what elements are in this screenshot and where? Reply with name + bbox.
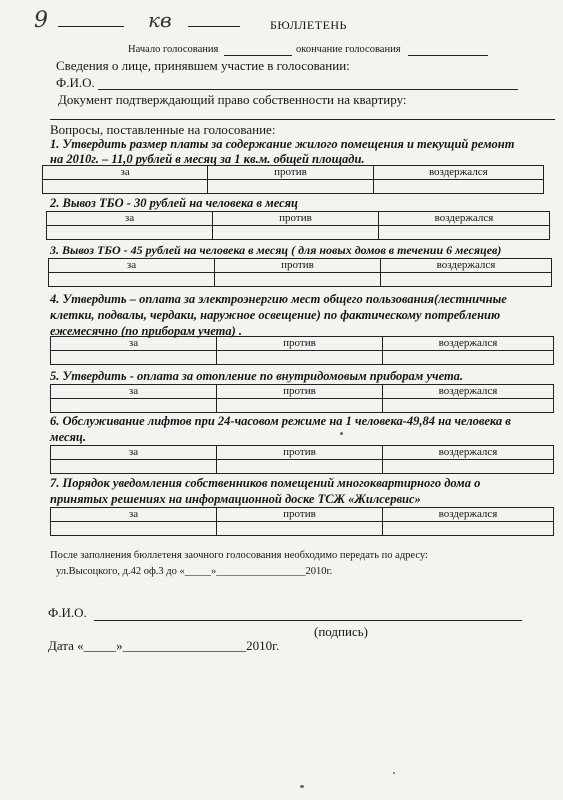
abstain-header: воздержался	[378, 212, 549, 226]
question-3-line-1: 3. Вывоз ТБО - 45 рублей на человека в месяц ( для новых домов в течении 6 месяцев)	[50, 243, 502, 257]
for-cell[interactable]	[49, 273, 215, 287]
document-field[interactable]	[50, 119, 555, 120]
for-cell[interactable]	[51, 351, 217, 365]
questions-header: Вопросы, поставленные на голосование:	[50, 122, 276, 137]
scan-speck	[300, 785, 304, 788]
for-cell[interactable]	[51, 399, 217, 413]
against-cell[interactable]	[216, 522, 382, 536]
vote-table-6	[50, 445, 554, 474]
end-field[interactable]	[408, 55, 488, 56]
signature-label: (подпись)	[314, 624, 368, 639]
person-section-title: Сведения о лице, принявшем участие в голосовании:	[56, 58, 350, 73]
against-header: против	[216, 446, 382, 460]
against-header: против	[216, 508, 382, 522]
for-header: за	[51, 508, 217, 522]
abstain-header: воздержался	[382, 446, 553, 460]
against-cell[interactable]	[208, 180, 373, 194]
against-header: против	[208, 166, 373, 180]
vote-table-7	[50, 507, 554, 536]
fio-field-bottom[interactable]	[94, 620, 522, 621]
abstain-cell[interactable]	[382, 522, 553, 536]
question-4-line-2: клетки, подвалы, чердаки, наружное освещение) по фактическому потреблению	[50, 308, 501, 322]
abstain-cell[interactable]	[382, 351, 553, 365]
against-header: против	[216, 337, 382, 351]
against-cell[interactable]	[216, 351, 382, 365]
for-cell[interactable]	[47, 226, 213, 240]
question-5-line-1: 5. Утвердить - оплата за отопление по внутридомовым приборам учета.	[50, 369, 464, 383]
against-header: против	[216, 385, 382, 399]
question-1-line-2: на 2010г. – 11,0 рублей в месяц за 1 кв.м. общей площади.	[50, 152, 365, 166]
abstain-cell[interactable]	[378, 226, 549, 240]
handwritten-number: 9	[34, 8, 48, 33]
question-7-line-1: 7. Порядок уведомления собственников помещений многоквартирного дома о	[50, 476, 481, 490]
against-header: против	[212, 212, 378, 226]
question-4-line-3: ежемесячно (по приборам учета) .	[50, 324, 243, 338]
abstain-cell[interactable]	[382, 399, 553, 413]
question-7-line-2: принятых решениях на информационной доске ТСЖ «Жилсервис»	[50, 492, 421, 506]
against-header: против	[214, 259, 380, 273]
delivery-address: ул.Высоцкого, д.42 оф.3 до «_____»_________________2010г.	[56, 566, 333, 577]
scan-speck	[393, 772, 395, 774]
question-2-line-1: 2. Вывоз ТБО - 30 рублей на человека в месяц	[50, 196, 299, 210]
end-label: окончание голосования	[296, 44, 401, 55]
document-label: Документ подтверждающий право собственности на квартиру:	[58, 92, 407, 107]
against-cell[interactable]	[216, 460, 382, 474]
number-line	[58, 26, 124, 27]
abstain-cell[interactable]	[373, 180, 543, 194]
fio-label-top: Ф.И.О.	[56, 75, 95, 90]
delivery-instruction: После заполнения бюллетеня заочного голосования необходимо передать по адресу:	[50, 550, 428, 561]
start-field[interactable]	[224, 55, 292, 56]
question-1-line-1: 1. Утвердить размер платы за содержание жилого помещения и текущий ремонт	[50, 137, 515, 151]
ballot-title: БЮЛЛЕТЕНЬ	[270, 18, 347, 32]
against-cell[interactable]	[214, 273, 380, 287]
question-4-line-1: 4. Утвердить – оплата за электроэнергию мест общего пользования(лестничные	[50, 292, 507, 306]
question-6-line-2: месяц.	[50, 430, 87, 444]
kv-line	[188, 26, 240, 27]
start-label: Начало голосования	[128, 44, 219, 55]
against-cell[interactable]	[212, 226, 378, 240]
for-cell[interactable]	[51, 522, 217, 536]
fio-field-top[interactable]	[98, 89, 518, 90]
abstain-header: воздержался	[380, 259, 551, 273]
for-header: за	[51, 385, 217, 399]
for-header: за	[49, 259, 215, 273]
vote-table-1	[42, 165, 544, 194]
abstain-header: воздержался	[373, 166, 543, 180]
vote-table-3	[48, 258, 552, 287]
fio-label-bottom: Ф.И.О.	[48, 605, 87, 620]
against-cell[interactable]	[216, 399, 382, 413]
abstain-cell[interactable]	[382, 460, 553, 474]
vote-table-5	[50, 384, 554, 413]
for-cell[interactable]	[43, 180, 208, 194]
question-6-line-1: 6. Обслуживание лифтов при 24-часовом режиме на 1 человека-49,84 на человека в	[50, 414, 511, 428]
vote-table-4	[50, 336, 554, 365]
for-cell[interactable]	[51, 460, 217, 474]
date-field[interactable]: Дата «_____»___________________2010г.	[48, 638, 280, 653]
handwritten-kv: кв	[148, 8, 172, 32]
for-header: за	[43, 166, 208, 180]
abstain-header: воздержался	[382, 508, 553, 522]
vote-table-2	[46, 211, 550, 240]
abstain-header: воздержался	[382, 337, 553, 351]
for-header: за	[47, 212, 213, 226]
for-header: за	[51, 446, 217, 460]
abstain-header: воздержался	[382, 385, 553, 399]
abstain-cell[interactable]	[380, 273, 551, 287]
scan-speck	[340, 432, 343, 435]
for-header: за	[51, 337, 217, 351]
